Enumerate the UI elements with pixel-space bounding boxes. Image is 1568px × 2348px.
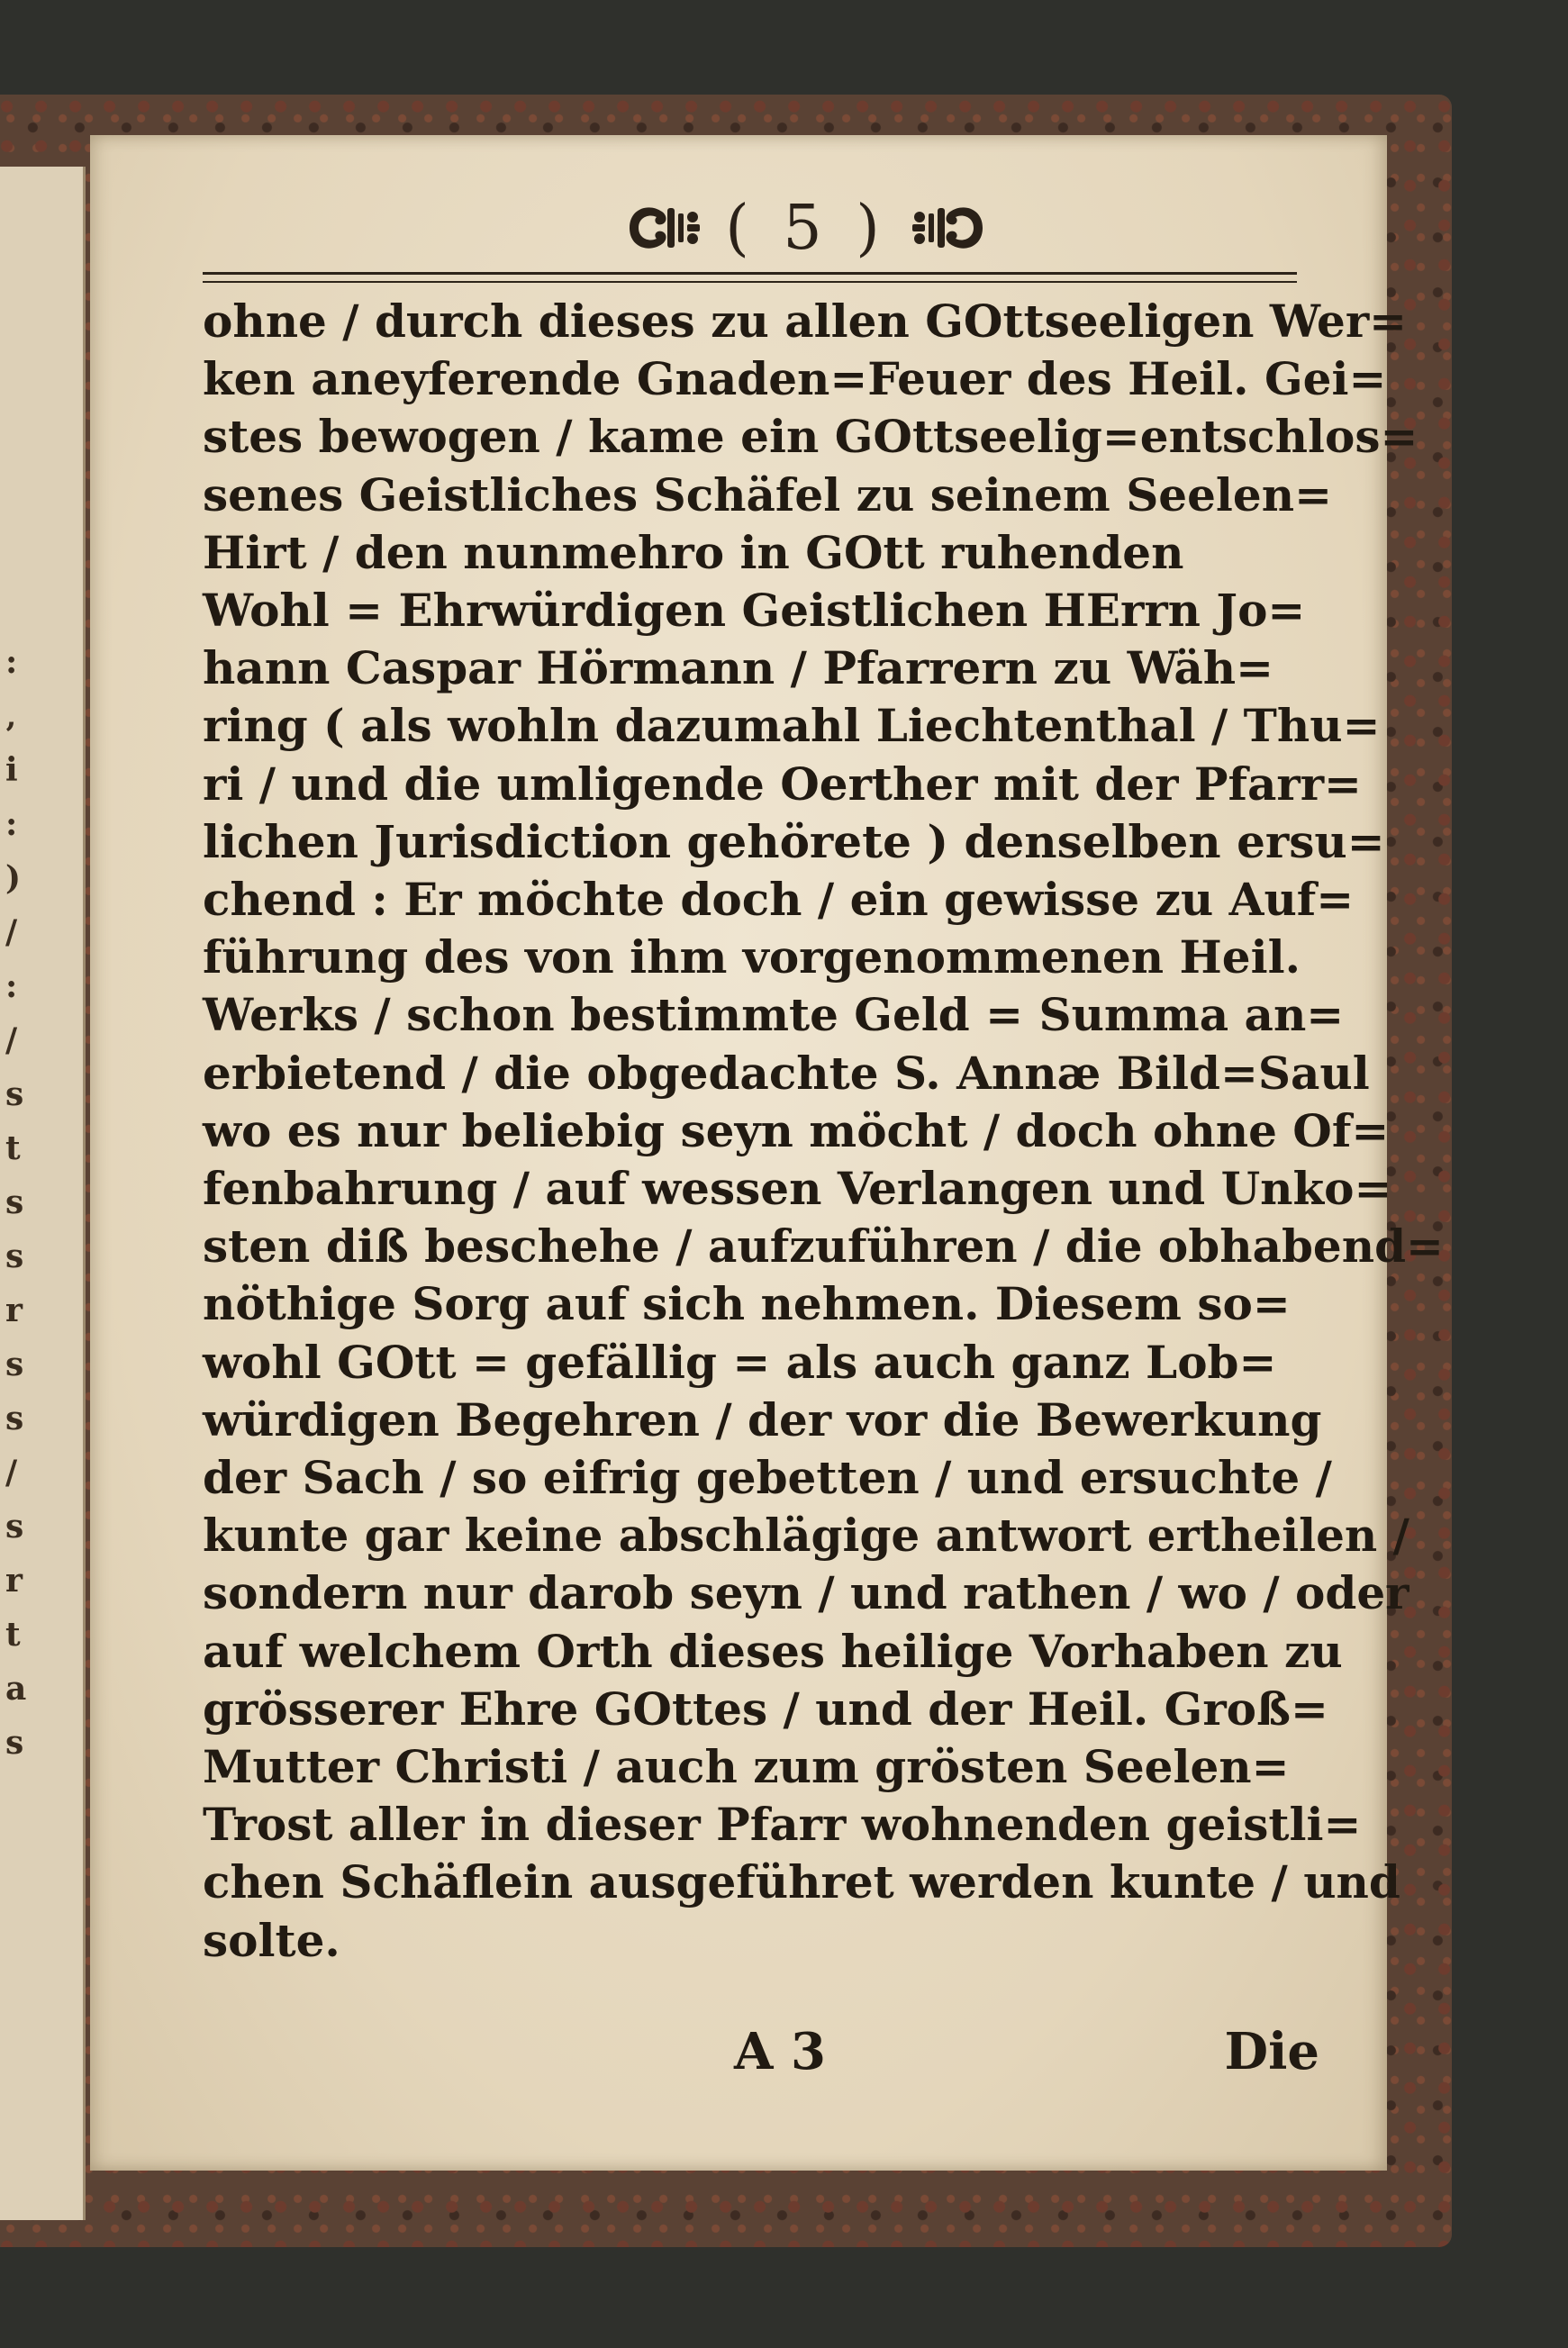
signature-mark: A 3 [734, 2022, 826, 2081]
facing-page-fragment: t [5, 1616, 21, 1654]
facing-page-fragment: : [5, 967, 18, 1005]
text-line: Mutter Christi / auch zum grösten Seelen= [203, 1740, 1290, 1794]
text-line: chend : Er möchte doch / ein gewisse zu Auf= [203, 873, 1355, 927]
text-line: solte. [203, 1913, 340, 1967]
text-line: führung des von ihm vorgenommenen Heil. [203, 930, 1301, 984]
text-line: ohne / durch dieses zu allen GOttseeligen Wer= [203, 295, 1408, 348]
facing-page-fragment: s [5, 1183, 24, 1221]
text-line: lichen Jurisdiction gehörete ) denselben ersu= [203, 814, 1385, 868]
facing-page-fragment: / [5, 1021, 18, 1059]
text-line: auf welchem Orth dieses heilige Vorhaben zu [203, 1624, 1343, 1678]
text-line: der Sach / so eifrig gebetten / und ersuchte / [203, 1451, 1332, 1505]
text-line: stes bewogen / kame ein GOttseelig=entschlos= [203, 410, 1418, 464]
right-fleuron-ornament-icon [909, 195, 990, 260]
facing-page-fragment: s [5, 1508, 24, 1546]
text-line: ring ( als wohln dazumahl Liechtenthal / Thu= [203, 699, 1381, 753]
left-fleuron-ornament-icon [622, 195, 703, 260]
text-line: ken aneyferende Gnaden=Feuer des Heil. Gei= [203, 352, 1387, 406]
page-footer [203, 2022, 1319, 2094]
facing-page-fragment: r [5, 1562, 23, 1600]
text-line: Hirt / den nunmehro in GOtt ruhenden [203, 525, 1184, 579]
facing-page-fragment: : [5, 805, 18, 843]
text-line: Trost aller in dieser Pfarr wohnenden geistli= [203, 1798, 1362, 1852]
text-line: Wohl = Ehrwürdigen Geistlichen HErrn Jo= [203, 584, 1306, 638]
facing-page-fragment: s [5, 1075, 24, 1113]
page-number: ( 5 ) [725, 192, 887, 264]
facing-page-fragment: ‚ [5, 697, 17, 735]
facing-page-fragment: r [5, 1292, 23, 1329]
facing-page-fragment: / [5, 913, 18, 951]
facing-page-fragment: s [5, 1237, 24, 1275]
book-page [90, 135, 1444, 2171]
facing-page-fragment: t [5, 1129, 21, 1167]
facing-page-fragment: / [5, 1454, 18, 1491]
text-line: würdigen Begehren / der vor die Bewerkung [203, 1392, 1322, 1446]
facing-page-text-fragments [5, 635, 41, 2238]
text-line: erbietend / die obgedachte S. Annæ Bild=Saul [203, 1046, 1370, 1100]
facing-page-fragment: s [5, 1724, 24, 1762]
text-line: wohl GOtt = gefällig = als auch ganz Lob= [203, 1335, 1277, 1389]
text-line: wo es nur beliebig seyn möcht / doch ohne Of= [203, 1103, 1390, 1157]
text-line: sten diß beschehe / aufzuführen / die obhabend= [203, 1219, 1444, 1274]
text-line: chen Schäflein ausgeführet werden kunte / und [203, 1855, 1400, 1909]
header-rule [203, 272, 1297, 283]
facing-page-edge [0, 167, 86, 2220]
text-line: grösserer Ehre GOttes / und der Heil. Groß= [203, 1682, 1328, 1736]
text-line: ri / und die umligende Oerther mit der Pfarr= [203, 757, 1362, 811]
text-line: senes Geistliches Schäfel zu seinem Seelen= [203, 467, 1332, 521]
facing-page-fragment: s [5, 1346, 24, 1383]
catchword: Die [1224, 2022, 1319, 2081]
facing-page-fragment: a [5, 1670, 27, 1708]
body-text [203, 293, 1444, 1970]
page-header [545, 187, 1067, 268]
text-line: Werks / schon bestimmte Geld = Summa an= [203, 988, 1345, 1042]
text-line: kunte gar keine abschlägige antwort ertheilen / [203, 1509, 1409, 1563]
text-line: nöthige Sorg auf sich nehmen. Diesem so= [203, 1277, 1291, 1331]
text-line: fenbahrung / auf wessen Verlangen und Unko= [203, 1162, 1392, 1216]
facing-page-fragment: s [5, 1400, 24, 1437]
text-line: hann Caspar Hörmann / Pfarrern zu Wäh= [203, 641, 1274, 695]
facing-page-fragment: : [5, 643, 18, 681]
facing-page-fragment: ) [5, 859, 22, 897]
facing-page-fragment: i [5, 751, 18, 789]
text-line: sondern nur darob seyn / und rathen / wo / oder [203, 1566, 1409, 1620]
